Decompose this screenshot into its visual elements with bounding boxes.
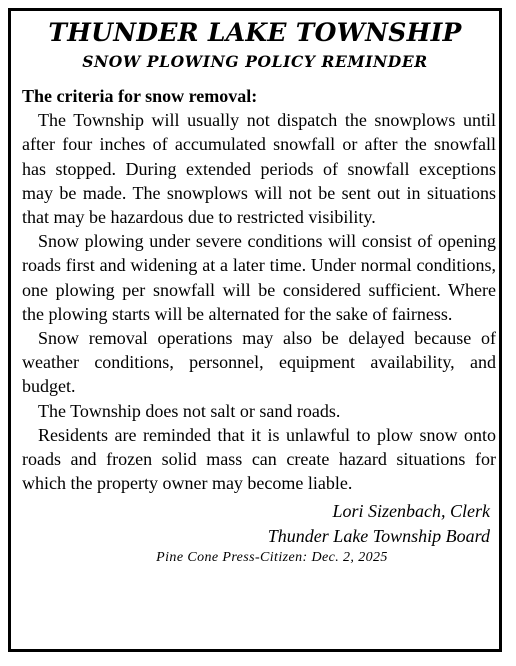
paragraph-delays: Snow removal operations may also be delayed because of weather conditions, personnel, equipment availability, and budget. bbox=[22, 328, 496, 397]
paragraph-no-salt: The Township does not salt or sand roads. bbox=[38, 400, 341, 421]
paragraph-residents: Residents are reminded that it is unlawful to plow snow onto roads and frozen solid mass can create hazard situations for which the property owner may become liable. bbox=[22, 424, 496, 494]
signature-organization: Thunder Lake Township Board bbox=[267, 525, 490, 546]
legal-notice bbox=[8, 8, 502, 652]
paragraph-severe-conditions: Snow plowing under severe conditions will consist of opening roads first and widening at a later time. Under normal conditions, one plowing per snowfall will be considered sufficient. Where the plowing starts will be alternated for the sake of fairness. bbox=[22, 231, 496, 324]
criteria-heading: The criteria for snow removal: bbox=[22, 86, 258, 106]
signature-name: Lori Sizenbach, Clerk bbox=[332, 501, 490, 522]
paragraph-dispatch: The Township will usually not dispatch the snowplows until after four inches of accumulated snowfall or after the snowfall has stopped. During extended periods of snowfall exceptions may be made. The snowplows will not be sent out in situations that may be hazardous due to restricted visibility. bbox=[22, 110, 496, 228]
notice-body bbox=[22, 84, 496, 566]
notice-subtitle: SNOW PLOWING POLICY REMINDER bbox=[82, 52, 428, 71]
notice-title: THUNDER LAKE TOWNSHIP bbox=[48, 18, 462, 47]
publication-line: Pine Cone Press-Citizen: Dec. 2, 2025 bbox=[156, 549, 388, 565]
